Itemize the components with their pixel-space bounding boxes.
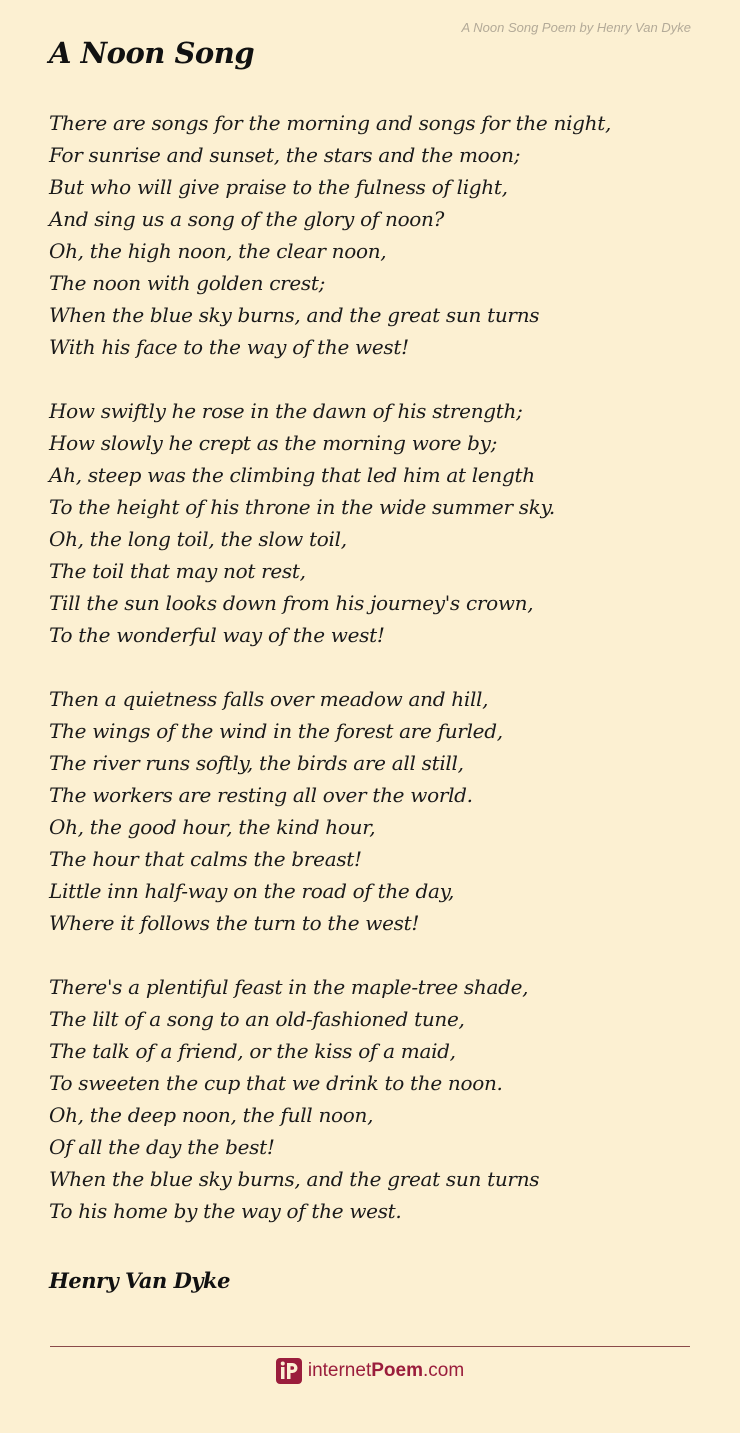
- poem-title: A Noon Song: [49, 36, 255, 70]
- poem-line: To the height of his throne in the wide summer sky.: [49, 495, 555, 519]
- poem-stanza: [49, 395, 699, 651]
- footer-divider: [50, 1346, 690, 1347]
- poem-line: And sing us a song of the glory of noon?: [49, 207, 445, 231]
- poem-line: To the wonderful way of the west!: [49, 623, 385, 647]
- poem-line: When the blue sky burns, and the great sun turns: [49, 1167, 540, 1191]
- poem-line: The workers are resting all over the world.: [49, 783, 473, 807]
- poem-line: There are songs for the morning and songs for the night,: [49, 111, 612, 135]
- poem-line: Oh, the deep noon, the full noon,: [49, 1103, 374, 1127]
- internetpoem-logo-icon: [276, 1358, 302, 1384]
- logo-text-internet: internet: [307, 1360, 372, 1381]
- poem-author: Henry Van Dyke: [49, 1268, 230, 1293]
- logo-text-domain: .com: [422, 1360, 465, 1381]
- poem-line: But who will give praise to the fulness of light,: [49, 175, 508, 199]
- poem-line: Till the sun looks down from his journey's crown,: [49, 591, 534, 615]
- poem-line: Oh, the long toil, the slow toil,: [49, 527, 347, 551]
- poem-body: [49, 107, 699, 1259]
- poem-line: How swiftly he rose in the dawn of his strength;: [49, 399, 523, 423]
- poem-line: Oh, the good hour, the kind hour,: [49, 815, 376, 839]
- poem-line: Little inn half-way on the road of the day,: [49, 879, 455, 903]
- poem-line: The toil that may not rest,: [49, 559, 306, 583]
- site-logo[interactable]: [0, 1358, 740, 1384]
- poem-stanza: [49, 107, 699, 363]
- poem-line: When the blue sky burns, and the great sun turns: [49, 303, 540, 327]
- header-subtitle: A Noon Song Poem by Henry Van Dyke: [461, 20, 691, 35]
- poem-line: Where it follows the turn to the west!: [49, 911, 420, 935]
- poem-line: The hour that calms the breast!: [49, 847, 362, 871]
- poem-line: How slowly he crept as the morning wore by;: [49, 431, 498, 455]
- poem-line: The talk of a friend, or the kiss of a maid,: [49, 1039, 456, 1063]
- poem-line: Oh, the high noon, the clear noon,: [49, 239, 387, 263]
- poem-stanza: [49, 683, 699, 939]
- logo-text-poem: Poem: [371, 1360, 423, 1381]
- poem-line: To sweeten the cup that we drink to the noon.: [49, 1071, 503, 1095]
- poem-line: For sunrise and sunset, the stars and the moon;: [49, 143, 521, 167]
- poem-line: With his face to the way of the west!: [49, 335, 409, 359]
- poem-line: The lilt of a song to an old-fashioned tune,: [49, 1007, 465, 1031]
- poem-line: Then a quietness falls over meadow and hill,: [49, 687, 489, 711]
- poem-line: The river runs softly, the birds are all still,: [49, 751, 464, 775]
- poem-line: The noon with golden crest;: [49, 271, 326, 295]
- site-logo-text: [308, 1360, 464, 1382]
- poem-line: The wings of the wind in the forest are furled,: [49, 719, 503, 743]
- poem-stanza: [49, 971, 699, 1227]
- poem-line: Of all the day the best!: [49, 1135, 275, 1159]
- poem-line: There's a plentiful feast in the maple-tree shade,: [49, 975, 529, 999]
- poem-line: Ah, steep was the climbing that led him at length: [49, 463, 535, 487]
- poem-line: To his home by the way of the west.: [49, 1199, 402, 1223]
